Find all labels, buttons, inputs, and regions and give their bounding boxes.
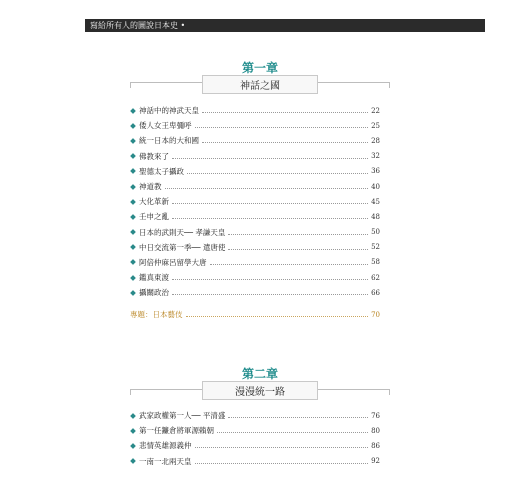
toc-item-page: 86 [371, 441, 380, 450]
toc-item-page: 25 [371, 121, 380, 130]
toc-item-page: 80 [371, 426, 380, 435]
toc-item[interactable] [130, 454, 380, 469]
toc-item-page: 40 [371, 182, 380, 191]
chapter-2-toc-list [130, 408, 380, 469]
toc-item-title: 攝關政治 [139, 288, 169, 298]
toc-item-title: 大化革新 [139, 197, 169, 207]
toc-item-title: 鑑真東渡 [139, 273, 169, 283]
chapter-1-toc-list [130, 103, 380, 300]
dot-leader [172, 218, 368, 219]
chapter-1-title-box [202, 75, 318, 94]
special-topic-page: 70 [371, 310, 380, 319]
toc-item-title: 一南一北兩天皇 [139, 456, 192, 466]
chapter-2-label: 第二章 [241, 367, 278, 381]
toc-item[interactable] [130, 438, 380, 453]
dot-leader [195, 447, 369, 448]
chapter-2-rule-tick-left [130, 389, 131, 395]
toc-item[interactable] [130, 164, 380, 179]
special-topic-item[interactable] [130, 307, 380, 322]
dot-leader [202, 142, 368, 143]
toc-item[interactable] [130, 240, 380, 255]
toc-item-page: 58 [371, 258, 380, 267]
toc-item-title: 聖德太子攝政 [139, 166, 184, 176]
diamond-bullet-icon [130, 229, 136, 235]
dot-leader [172, 158, 368, 159]
diamond-bullet-icon [130, 108, 136, 114]
toc-item-title: 武家政權第一人── 平清盛 [139, 411, 226, 421]
toc-item-page: 62 [371, 273, 380, 282]
dot-leader [217, 432, 368, 433]
toc-item[interactable] [130, 194, 380, 209]
diamond-bullet-icon [130, 458, 136, 464]
toc-item[interactable] [130, 285, 380, 300]
toc-item-page: 22 [371, 106, 380, 115]
running-header-title: 寫給所有人的圖說日本史 • [90, 21, 186, 30]
chapter-1-rule-tick-right [389, 82, 390, 88]
toc-item-title: 佛教來了 [139, 151, 169, 161]
diamond-bullet-icon [130, 123, 136, 129]
chapter-2-title-box [202, 381, 318, 400]
chapter-1-title: 神話之國 [240, 81, 280, 92]
toc-item-page: 45 [371, 197, 380, 206]
diamond-bullet-icon [130, 290, 136, 296]
toc-item-page: 48 [371, 212, 380, 221]
toc-item[interactable] [130, 255, 380, 270]
special-topic-title: 專題：日本藝伎 [130, 310, 183, 319]
dot-leader [202, 112, 368, 113]
toc-item-title: 日本的武則天── 孝謙天皇 [139, 227, 226, 237]
toc-item[interactable] [130, 423, 380, 438]
toc-item-page: 28 [371, 136, 380, 145]
diamond-bullet-icon [130, 214, 136, 220]
toc-item-title: 壬申之亂 [139, 212, 169, 222]
toc-item-title: 神道教 [139, 182, 162, 192]
toc-item-title: 中日交流第一季── 遣唐使 [139, 242, 226, 252]
diamond-bullet-icon [130, 428, 136, 434]
toc-item-page: 50 [371, 228, 380, 237]
toc-item[interactable] [130, 133, 380, 148]
dot-leader [165, 188, 369, 189]
toc-item[interactable] [130, 118, 380, 133]
dot-leader [210, 264, 369, 265]
diamond-bullet-icon [130, 184, 136, 190]
dot-leader [187, 173, 368, 174]
dot-leader [186, 316, 369, 317]
diamond-bullet-icon [130, 138, 136, 144]
diamond-bullet-icon [130, 169, 136, 175]
toc-item-page: 52 [371, 243, 380, 252]
dot-leader [172, 203, 368, 204]
dot-leader [172, 294, 368, 295]
chapter-2-title: 漫漫統一路 [235, 387, 285, 398]
chapter-1-label: 第一章 [241, 61, 278, 75]
toc-item[interactable] [130, 149, 380, 164]
toc-item[interactable] [130, 225, 380, 240]
toc-item-page: 76 [371, 411, 380, 420]
toc-item-page: 66 [371, 288, 380, 297]
dot-leader [228, 234, 368, 235]
diamond-bullet-icon [130, 244, 136, 250]
toc-item-title: 統一日本的大和國 [139, 136, 199, 146]
toc-item[interactable] [130, 179, 380, 194]
toc-item-title: 阿倍仲麻呂留學大唐 [139, 257, 207, 267]
diamond-bullet-icon [130, 199, 136, 205]
dot-leader [228, 417, 368, 418]
toc-item[interactable] [130, 209, 380, 224]
toc-item[interactable] [130, 270, 380, 285]
diamond-bullet-icon [130, 275, 136, 281]
diamond-bullet-icon [130, 443, 136, 449]
toc-item[interactable] [130, 103, 380, 118]
toc-item-title: 悲情英雄源義仲 [139, 441, 192, 451]
dot-leader [195, 463, 369, 464]
dot-leader [195, 127, 369, 128]
toc-item-page: 36 [371, 167, 380, 176]
dot-leader [228, 249, 368, 250]
toc-item[interactable] [130, 408, 380, 423]
chapter-2-rule-tick-right [389, 389, 390, 395]
diamond-bullet-icon [130, 260, 136, 266]
diamond-bullet-icon [130, 153, 136, 159]
toc-item-title: 倭人女王卑彌呼 [139, 121, 192, 131]
toc-item-page: 92 [371, 457, 380, 466]
toc-item-title: 第一任鐮倉將軍源賴朝 [139, 426, 214, 436]
dot-leader [172, 279, 368, 280]
chapter-1-rule-tick-left [130, 82, 131, 88]
diamond-bullet-icon [130, 413, 136, 419]
toc-item-page: 32 [371, 152, 380, 161]
toc-item-title: 神話中的神武天皇 [139, 106, 199, 116]
